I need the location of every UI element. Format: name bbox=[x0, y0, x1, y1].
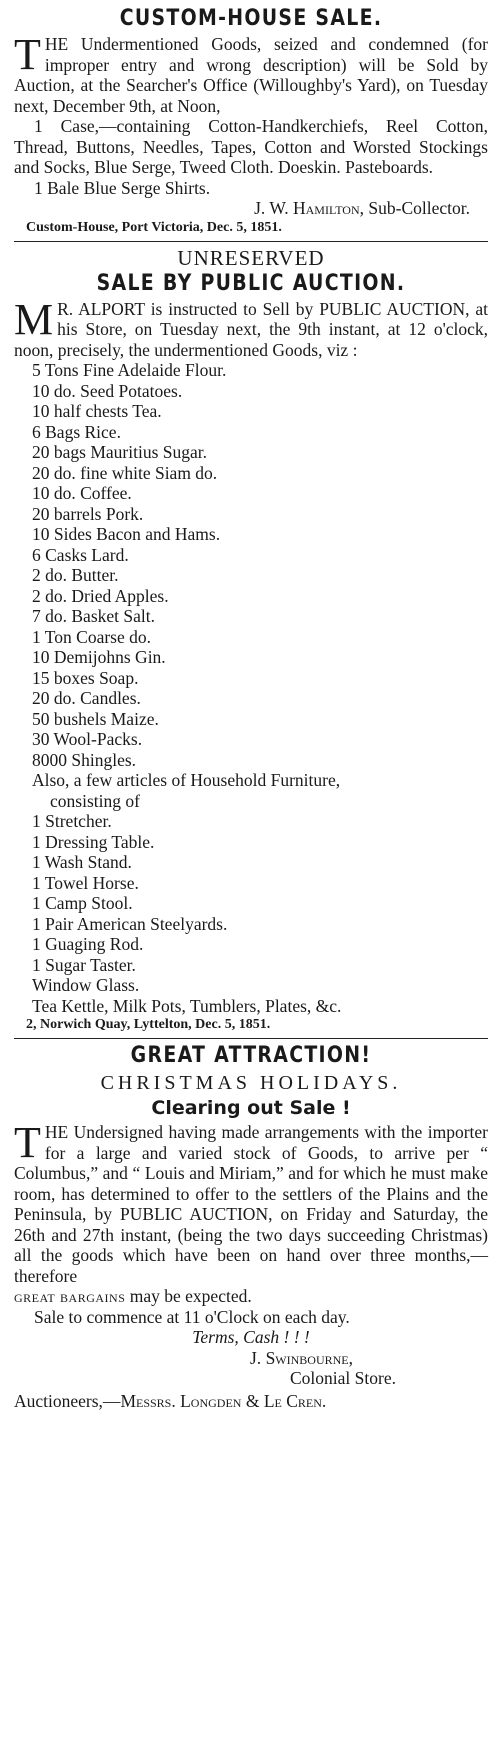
ad2-also-line: Also, a few articles of Household Furniture, bbox=[32, 770, 341, 790]
ad1-case-items: 1 Case,—containing Cotton-Handkerchiefs, Reel Cotton, Thread, Buttons, Needles, Tapes, Cotton and Worsted Stockings and Socks, Blue Serge, Tweed Cloth. Doeskin. Pasteboards. bbox=[14, 116, 488, 177]
ad2-consisting-of: consisting of bbox=[50, 790, 140, 811]
list-item: 20 do. fine white Siam do. bbox=[32, 462, 218, 483]
list-item: 1 Sugar Taster. bbox=[32, 954, 136, 975]
public-auction-ad bbox=[14, 246, 488, 1035]
list-item: 20 barrels Pork. bbox=[32, 503, 144, 524]
ad2-furniture-list bbox=[14, 811, 488, 975]
list-item: 1 Guaging Rod. bbox=[32, 934, 144, 954]
divider bbox=[14, 241, 488, 242]
ad3-body-text: HE Undersigned having made arrangements with the importer for a large and varied stock of Goods, to arrive per “ Columbus,” and “ Louis and Miriam,” and for which he must make room, has determined to offer to the settlers of the Plains and the Peninsula, by PUBLIC AUCTION, on Friday and Saturday, the 26th and 27th instant, (being the two days succeeding Christmas) all the goods which have been on hand over three months,— therefore bbox=[14, 1122, 488, 1286]
list-item: 6 Casks Lard. bbox=[32, 544, 129, 565]
ad2-body bbox=[14, 294, 488, 361]
list-item: 6 Bags Rice. bbox=[32, 421, 121, 442]
ad3-dropcap: T bbox=[14, 1118, 41, 1167]
ad3-auctioneers: Auctioneers,—Messrs. Longden & Le Cren. bbox=[14, 1390, 327, 1411]
list-item: 1 Pair American Steelyards. bbox=[32, 913, 228, 934]
list-item: 8000 Shingles. bbox=[32, 749, 137, 770]
list-item: 50 bushels Maize. bbox=[32, 708, 159, 729]
list-item: 30 Wool-Packs. bbox=[32, 729, 143, 749]
ad2-body-text: R. ALPORT is instructed to Sell by PUBLIC AUCTION, at his Store, on Tuesday next, the 9th instant, at 12 o'clock, noon, precisely, the undermentioned Goods, viz : bbox=[14, 298, 488, 360]
ad2-dropcap: M bbox=[14, 294, 54, 344]
ad2-tea-kettle: Tea Kettle, Milk Pots, Tumblers, Plates, &c. bbox=[32, 995, 342, 1016]
ad1-dateline: Custom-House, Port Victoria, Dec. 5, 1851. bbox=[26, 219, 282, 235]
list-item: 1 Stretcher. bbox=[32, 811, 112, 831]
list-item: 7 do. Basket Salt. bbox=[32, 606, 155, 626]
list-item: 1 Wash Stand. bbox=[32, 852, 132, 872]
list-item: 10 half chests Tea. bbox=[32, 401, 162, 421]
list-item: 2 do. Dried Apples. bbox=[32, 585, 169, 606]
ad3-body bbox=[14, 1118, 488, 1286]
custom-house-sale-ad bbox=[14, 6, 488, 237]
ad3-bargains-line: great bargains may be expected. bbox=[14, 1286, 252, 1306]
ad1-heading: CUSTOM-HOUSE SALE. bbox=[119, 6, 383, 31]
ad3-heading-clearing: Clearing out Sale ! bbox=[151, 1097, 351, 1119]
list-item: 1 Ton Coarse do. bbox=[32, 626, 151, 647]
ad2-window-glass: Window Glass. bbox=[32, 975, 140, 995]
list-item: 1 Towel Horse. bbox=[32, 872, 139, 893]
list-item: 10 do. Seed Potatoes. bbox=[32, 380, 183, 401]
ad1-dropcap: T bbox=[14, 30, 41, 79]
list-item: 5 Tons Fine Adelaide Flour. bbox=[32, 360, 227, 380]
ad1-signature: J. W. Hamilton, Sub-Collector. bbox=[254, 198, 470, 218]
ad2-dateline: 2, Norwich Quay, Lyttelton, Dec. 5, 1851. bbox=[26, 1017, 271, 1032]
ad2-heading-sale: SALE BY PUBLIC AUCTION. bbox=[96, 270, 406, 296]
ad3-commence: Sale to commence at 11 o'Clock on each day. bbox=[34, 1306, 350, 1327]
ad2-heading-unreserved: UNRESERVED bbox=[177, 245, 325, 270]
list-item: 20 bags Mauritius Sugar. bbox=[32, 442, 207, 462]
list-item: 1 Dressing Table. bbox=[32, 831, 155, 852]
ad1-bale: 1 Bale Blue Serge Shirts. bbox=[34, 177, 211, 198]
ad3-terms: Terms, Cash ! ! ! bbox=[192, 1327, 310, 1347]
divider bbox=[14, 1038, 488, 1039]
ad1-body-text: HE Undermentioned Goods, seized and condemned (for improper entry and wrong description) will be Sold by Auction, at the Searcher's Office (Willoughby's Yard), on Tuesday next, December 9th, at Noon, bbox=[14, 34, 488, 116]
ad1-body bbox=[14, 30, 488, 116]
list-item: 1 Camp Stool. bbox=[32, 893, 133, 913]
ad3-heading-christmas: CHRISTMAS HOLIDAYS. bbox=[100, 1072, 402, 1094]
ad2-goods-list bbox=[14, 360, 488, 770]
ad3-heading-attraction: GREAT ATTRACTION! bbox=[130, 1043, 372, 1068]
list-item: 10 Sides Bacon and Hams. bbox=[32, 524, 221, 544]
great-attraction-ad bbox=[14, 1043, 488, 1411]
list-item: 10 Demijohns Gin. bbox=[32, 647, 166, 667]
ad3-signature: J. Swinbourne, bbox=[250, 1347, 353, 1368]
list-item: 10 do. Coffee. bbox=[32, 483, 132, 503]
ad3-store: Colonial Store. bbox=[290, 1368, 396, 1388]
list-item: 2 do. Butter. bbox=[32, 565, 119, 585]
list-item: 20 do. Candles. bbox=[32, 688, 141, 708]
list-item: 15 boxes Soap. bbox=[32, 667, 139, 688]
